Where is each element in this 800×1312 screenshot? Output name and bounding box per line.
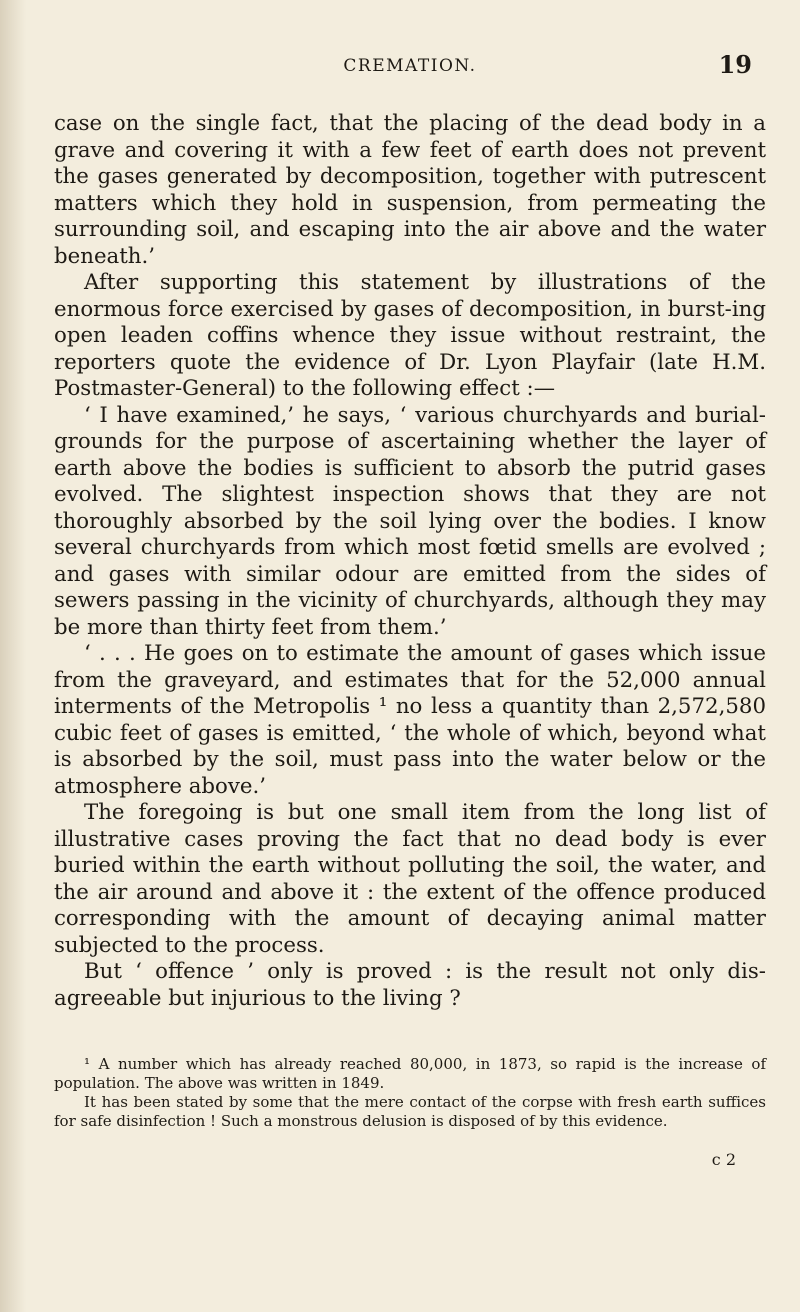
paragraph: ‘ . . . He goes on to estimate the amount of gases which issue from the graveyard, and estimates that for the 52,000 annual interments of the Metropolis ¹ no less a quantity than 2,572,580 cubic feet of gases is emitted, ‘ the whole of which, beyond what is absorbed by the soil, must pass into the water below or the atmosphere above.’ [54,641,766,799]
paragraph: After supporting this statement by illustrations of the enormous force exercised by gases of decomposition, in burst-ing open leaden coffins whence they issue without restraint, the reporters quote the evidence of Dr. Lyon Playfair (late H.M. Postmaster-General) to the following effect :— [54,270,766,401]
body-text [54,111,766,1012]
footnote: It has been stated by some that the mere contact of the corpse with fresh earth suffices for safe disinfection ! Such a monstrous delusion is disposed of by this evidence. [54,1093,766,1130]
footnotes [54,1055,766,1131]
paragraph: The foregoing is but one small item from the long list of illustrative cases proving the fact that no dead body is ever buried within the earth without polluting the soil, the water, and the air around and above it : the extent of the offence produced corresponding with the amount of decaying animal matter subjected to the process. [54,800,766,958]
page-header [60,50,760,86]
paragraph: But ‘ offence ’ only is proved : is the result not only dis-agreeable but injurious to the living ? [54,959,766,1011]
signature-mark: c 2 [711,1150,736,1169]
footnote: ¹ A number which has already reached 80,000, in 1873, so rapid is the increase of population. The above was written in 1849. [54,1055,766,1092]
paragraph: case on the single fact, that the placing of the dead body in a grave and covering it with a few feet of earth does not prevent the gases generated by decomposition, together with putrescent matters which they hold in suspension, from permeating the surrounding soil, and escaping into the air above and the water beneath.’ [54,111,766,269]
page-gutter-shadow [0,0,26,1312]
page-number: 19 [718,50,752,79]
running-head: CREMATION. [343,56,477,76]
paragraph: ‘ I have examined,’ he says, ‘ various churchyards and burial-grounds for the purpose of ascertaining whether the layer of earth above the bodies is sufficient to absorb the putrid gases evolved. The slightest inspection shows that they are not thoroughly absorbed by the soil lying over the bodies. I know several churchyards from which most fœtid smells are evolved ; and gases with similar odour are emitted from the sides of sewers passing in the vicinity of churchyards, although they may be more than thirty feet from them.’ [54,402,766,640]
